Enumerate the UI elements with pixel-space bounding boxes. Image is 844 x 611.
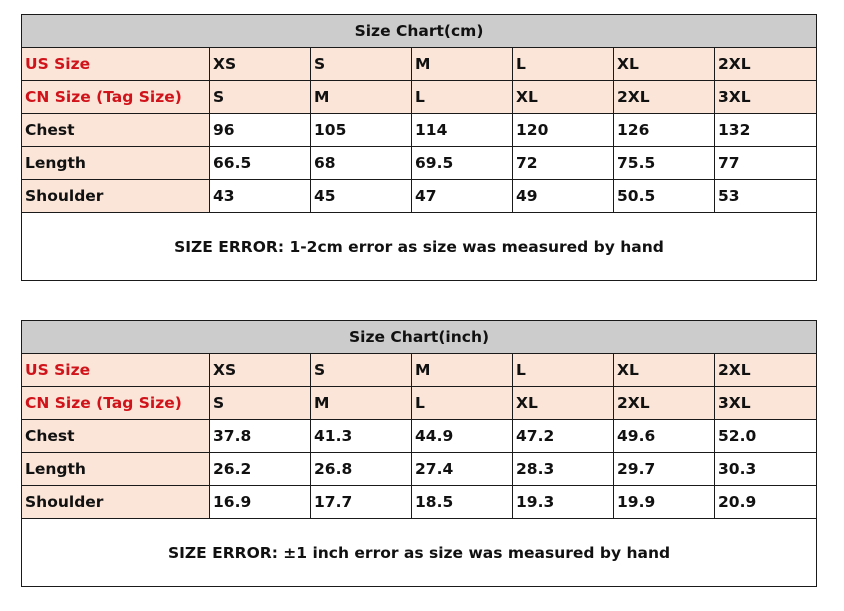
- table-cell: 72: [513, 147, 614, 180]
- table-cell: 2XL: [715, 48, 817, 81]
- table-cell: 44.9: [412, 420, 513, 453]
- table-cell: S: [210, 387, 311, 420]
- table-cell: XS: [210, 48, 311, 81]
- table-cell: 2XL: [715, 354, 817, 387]
- table-cell: M: [412, 354, 513, 387]
- table-cell: 43: [210, 180, 311, 213]
- table-cell: 17.7: [311, 486, 412, 519]
- table-cell: 75.5: [614, 147, 715, 180]
- shoulder-row: [22, 180, 817, 213]
- table-cell: 120: [513, 114, 614, 147]
- row-label-length: Length: [22, 453, 210, 486]
- table-cell: XL: [614, 48, 715, 81]
- row-label-length: Length: [22, 147, 210, 180]
- row-label-shoulder: Shoulder: [22, 486, 210, 519]
- table-cell: 49.6: [614, 420, 715, 453]
- cn-size-row: [22, 81, 817, 114]
- table-cell: XL: [614, 354, 715, 387]
- table-cell: 19.3: [513, 486, 614, 519]
- row-label-us-size: US Size: [22, 354, 210, 387]
- table-cell: 19.9: [614, 486, 715, 519]
- size-error-note: SIZE ERROR: 1-2cm error as size was measured by hand: [22, 213, 817, 281]
- row-label-shoulder: Shoulder: [22, 180, 210, 213]
- size-chart-cm: [21, 14, 817, 281]
- table-cell: 47.2: [513, 420, 614, 453]
- length-row: [22, 453, 817, 486]
- table-cell: 28.3: [513, 453, 614, 486]
- table-cell: 53: [715, 180, 817, 213]
- table-cell: 37.8: [210, 420, 311, 453]
- table-cell: 3XL: [715, 387, 817, 420]
- table-cell: 96: [210, 114, 311, 147]
- row-label-chest: Chest: [22, 114, 210, 147]
- size-error-note: SIZE ERROR: ±1 inch error as size was measured by hand: [22, 519, 817, 587]
- us-size-row: [22, 354, 817, 387]
- table-cell: S: [311, 48, 412, 81]
- table-cell: 3XL: [715, 81, 817, 114]
- table-cell: 132: [715, 114, 817, 147]
- table-cell: M: [311, 387, 412, 420]
- table-cell: S: [311, 354, 412, 387]
- table-cell: 30.3: [715, 453, 817, 486]
- table-cell: 47: [412, 180, 513, 213]
- table-cell: 27.4: [412, 453, 513, 486]
- table-cell: 66.5: [210, 147, 311, 180]
- chart-title-row: [22, 321, 817, 354]
- table-cell: 114: [412, 114, 513, 147]
- table-cell: XL: [513, 387, 614, 420]
- note-row: [22, 213, 817, 281]
- table-cell: 49: [513, 180, 614, 213]
- table-cell: 69.5: [412, 147, 513, 180]
- table-cell: 77: [715, 147, 817, 180]
- table-cell: M: [311, 81, 412, 114]
- table-cell: S: [210, 81, 311, 114]
- table-cell: 2XL: [614, 81, 715, 114]
- table-cell: L: [412, 81, 513, 114]
- cn-size-row: [22, 387, 817, 420]
- us-size-row: [22, 48, 817, 81]
- chart-title: Size Chart(inch): [22, 321, 817, 354]
- table-cell: L: [513, 48, 614, 81]
- table-cell: 26.8: [311, 453, 412, 486]
- table-cell: XS: [210, 354, 311, 387]
- table-cell: 105: [311, 114, 412, 147]
- chart-title: Size Chart(cm): [22, 15, 817, 48]
- table-cell: 52.0: [715, 420, 817, 453]
- table-cell: 50.5: [614, 180, 715, 213]
- chest-row: [22, 114, 817, 147]
- table-cell: 18.5: [412, 486, 513, 519]
- row-label-chest: Chest: [22, 420, 210, 453]
- row-label-us-size: US Size: [22, 48, 210, 81]
- table-cell: 16.9: [210, 486, 311, 519]
- table-cell: XL: [513, 81, 614, 114]
- row-label-cn-size: CN Size (Tag Size): [22, 81, 210, 114]
- table-cell: 26.2: [210, 453, 311, 486]
- size-chart-inch: [21, 320, 817, 587]
- table-cell: 41.3: [311, 420, 412, 453]
- chart-title-row: [22, 15, 817, 48]
- table-cell: 126: [614, 114, 715, 147]
- table-cell: L: [412, 387, 513, 420]
- row-label-cn-size: CN Size (Tag Size): [22, 387, 210, 420]
- table-cell: 68: [311, 147, 412, 180]
- table-cell: M: [412, 48, 513, 81]
- table-cell: L: [513, 354, 614, 387]
- table-cell: 20.9: [715, 486, 817, 519]
- note-row: [22, 519, 817, 587]
- length-row: [22, 147, 817, 180]
- table-cell: 45: [311, 180, 412, 213]
- table-cell: 29.7: [614, 453, 715, 486]
- shoulder-row: [22, 486, 817, 519]
- chest-row: [22, 420, 817, 453]
- table-cell: 2XL: [614, 387, 715, 420]
